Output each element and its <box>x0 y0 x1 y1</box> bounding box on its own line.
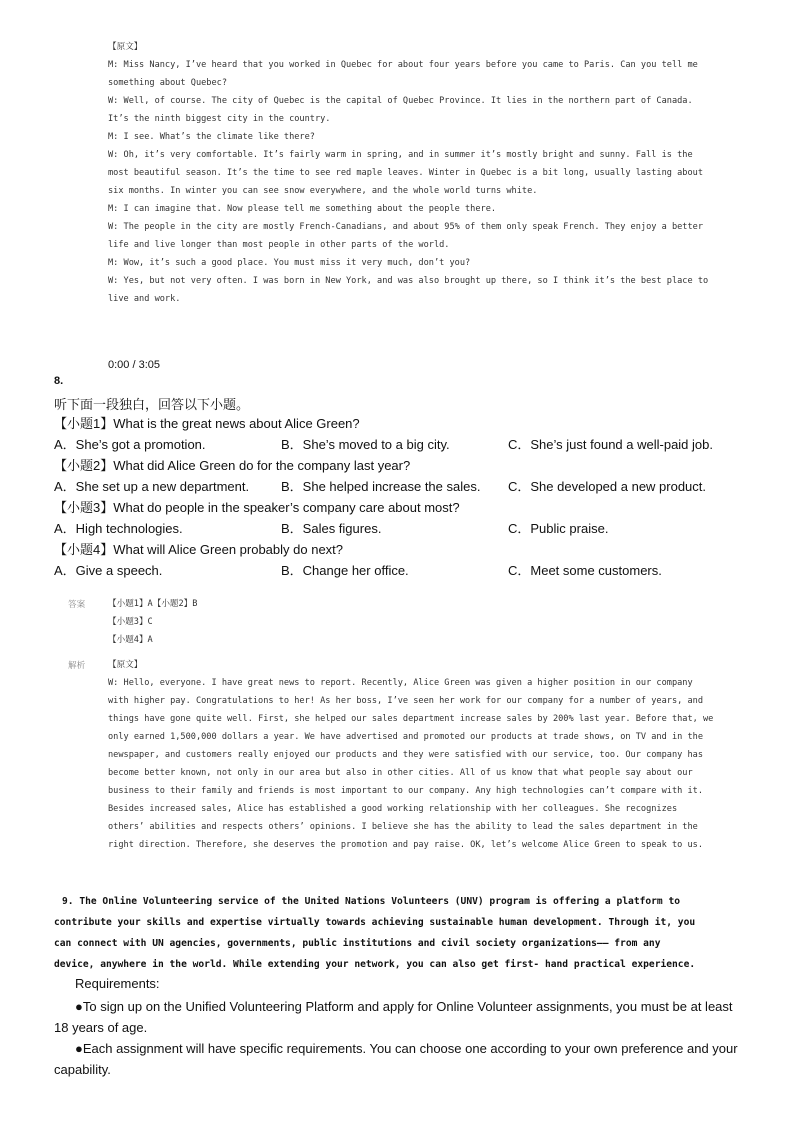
transcript-line: Besides increased sales, Alice has established a good working relationship with her colleagues. She recognizes <box>108 804 678 814</box>
transcript-line: It’s the ninth biggest city in the country. <box>108 114 331 124</box>
transcript-line: live and work. <box>108 294 181 304</box>
option-c[interactable]: C．Public praise. <box>508 521 609 536</box>
requirements-title: Requirements: <box>75 976 160 991</box>
option-c[interactable]: C．Meet some customers. <box>508 563 662 578</box>
transcript-header: 【原文】 <box>108 42 143 52</box>
option-a[interactable]: A．High technologies. <box>54 521 183 536</box>
q9-intro-line: 9. The Online Volunteering service of the United Nations Volunteers (UNV) program is offering a platform to <box>62 896 681 907</box>
question-stem: 【小题1】What is the great news about Alice Green? <box>54 416 360 431</box>
option-c[interactable]: C．She developed a new product. <box>508 479 707 494</box>
option-a[interactable]: A．Give a speech. <box>54 563 163 578</box>
answer-line: 【小题1】A【小题2】B <box>108 599 198 609</box>
option-c[interactable]: C．She’s just found a well-paid job. <box>508 437 713 452</box>
option-row <box>54 560 744 581</box>
option-b[interactable]: B．Sales figures. <box>281 521 382 536</box>
audio-player-time[interactable]: 0:00 / 3:05 <box>108 359 160 371</box>
transcript-line: become better known, not only in our area but also in other cities. All of us know that what people say about our <box>108 768 693 778</box>
requirement-bullet: ●To sign up on the Unified Volunteering Platform and apply for Online Volunteer assignments, you must be at least 18 years of age. <box>54 999 733 1035</box>
transcript-line: life and live longer than most people in other parts of the world. <box>108 240 450 250</box>
requirement-bullet: ●Each assignment will have specific requirements. You can choose one according to your own preference and your capability. <box>54 1041 738 1077</box>
transcript-line: M: Miss Nancy, I’ve heard that you worked in Quebec for about four years before you came to Paris. Can you tell me <box>108 60 698 70</box>
option-row <box>54 476 744 497</box>
option-b[interactable]: B．Change her office. <box>281 563 409 578</box>
transcript-line: with higher pay. Congratulations to her! As her boss, I’ve seen her work for our company for a number of years, and <box>108 696 703 706</box>
q9-intro-line: contribute your skills and expertise virtually towards achieving sustainable human development. Through it, you <box>54 917 696 928</box>
option-b[interactable]: B．She helped increase the sales. <box>281 479 481 494</box>
question-stem: 【小题4】What will Alice Green probably do next? <box>54 542 344 557</box>
option-a[interactable]: A．She set up a new department. <box>54 479 250 494</box>
answer-line: 【小题4】A <box>108 635 153 645</box>
transcript-line: others’ abilities and respects others’ opinions. I believe she has the ability to lead the sales department in the <box>108 822 698 832</box>
transcript-line: only earned 1,500,000 dollars a year. We have advertised and promoted our products at trade shows, on TV and in the <box>108 732 703 742</box>
transcript-line: things have gone quite well. First, she helped our sales department increase sales by 200% last year. Before that, we <box>108 714 714 724</box>
option-a[interactable]: A．She’s got a promotion. <box>54 437 206 452</box>
transcript-alice <box>108 656 728 854</box>
transcript-line: something about Quebec? <box>108 78 227 88</box>
transcript-line: right direction. Therefore, she deserves the promotion and pay raise. OK, let’s welcome Alice Green to speak to us. <box>108 840 703 850</box>
question-instruction: 听下面一段独白，回答以下小题。 <box>54 397 250 412</box>
transcript-line: newspaper, and customers really enjoyed our products and they were satisfied with our service, too. Our company has <box>108 750 703 760</box>
answer-label: 答案 <box>68 600 86 610</box>
answer-line: 【小题3】C <box>108 617 153 627</box>
transcript-line: W: Well, of course. The city of Quebec is the capital of Quebec Province. It lies in the northern part of Canada. <box>108 96 693 106</box>
option-row <box>54 518 744 539</box>
analysis-label: 解析 <box>68 661 86 671</box>
question-number: 8. <box>54 375 64 387</box>
q9-intro-line: device, anywhere in the world. While extending your network, you can also get first- hand practical experience. <box>54 959 696 970</box>
transcript-line: business to their family and friends is most important to our company. Any high technologies can’t compare with it. <box>108 786 703 796</box>
transcript-line: six months. In winter you can see snow everywhere, and the whole world turns white. <box>108 186 538 196</box>
option-b[interactable]: B．She’s moved to a big city. <box>281 437 450 452</box>
transcript-line: M: Wow, it’s such a good place. You must miss it very much, don’t you? <box>108 258 471 268</box>
transcript-line: W: The people in the city are mostly French-Canadians, and about 95% of them only speak French. They enjoy a better <box>108 222 703 232</box>
answer-block <box>108 595 728 649</box>
q9-intro-line: can connect with UN agencies, governments, public institutions and civil society organizations—— from any <box>54 938 661 949</box>
question-stem: 【小题3】What do people in the speaker’s company care about most? <box>54 500 460 515</box>
transcript-quebec <box>108 38 728 308</box>
transcript-line: W: Hello, everyone. I have great news to report. Recently, Alice Green was given a higher position in our company <box>108 678 693 688</box>
option-row <box>54 434 744 455</box>
transcript-line: W: Yes, but not very often. I was born in New York, and was also brought up there, so I think it’s the best place to <box>108 276 709 286</box>
question-stem: 【小题2】What did Alice Green do for the company last year? <box>54 458 411 473</box>
transcript-header: 【原文】 <box>108 660 143 670</box>
transcript-line: M: I can imagine that. Now please tell me something about the people there. <box>108 204 497 214</box>
transcript-line: most beautiful season. It’s the time to see red maple leaves. Winter in Quebec is a bit long, usually lasting about <box>108 168 703 178</box>
transcript-line: M: I see. What’s the climate like there? <box>108 132 315 142</box>
transcript-line: W: Oh, it’s very comfortable. It’s fairly warm in spring, and in summer it’s mostly bright and sunny. Fall is the <box>108 150 693 160</box>
